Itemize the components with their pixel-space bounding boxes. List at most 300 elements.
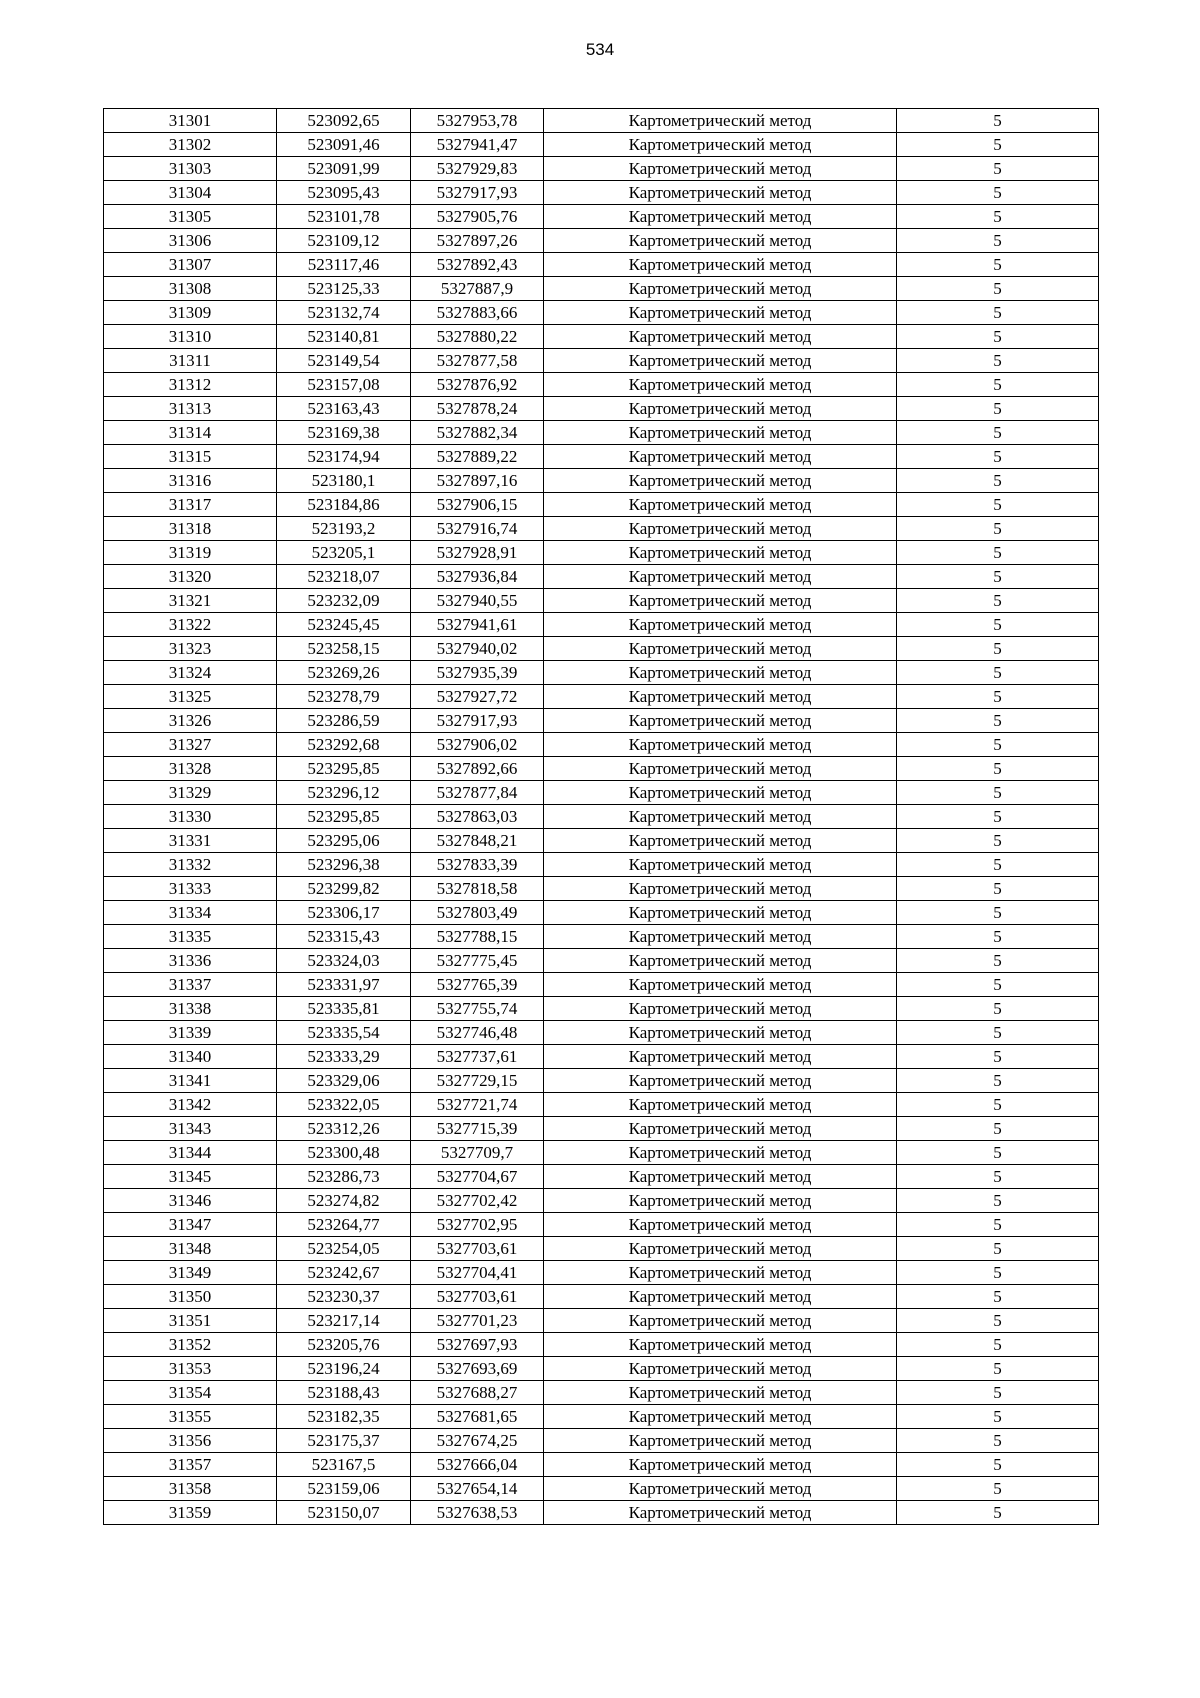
point-number-cell: 31324 [104,661,277,685]
y-coordinate-cell: 5327897,26 [411,229,544,253]
method-cell: Картометрический метод [544,517,897,541]
table-row [104,277,1099,301]
table-row [104,997,1099,1021]
point-number-cell: 31355 [104,1405,277,1429]
accuracy-cell: 5 [897,997,1099,1021]
x-coordinate-cell: 523159,06 [277,1477,411,1501]
table-row [104,253,1099,277]
point-number-cell: 31301 [104,109,277,133]
point-number-cell: 31350 [104,1285,277,1309]
point-number-cell: 31334 [104,901,277,925]
accuracy-cell: 5 [897,973,1099,997]
accuracy-cell: 5 [897,1213,1099,1237]
point-number-cell: 31357 [104,1453,277,1477]
method-cell: Картометрический метод [544,1117,897,1141]
x-coordinate-cell: 523167,5 [277,1453,411,1477]
y-coordinate-cell: 5327940,02 [411,637,544,661]
method-cell: Картометрический метод [544,325,897,349]
method-cell: Картометрический метод [544,181,897,205]
method-cell: Картометрический метод [544,1021,897,1045]
x-coordinate-cell: 523331,97 [277,973,411,997]
accuracy-cell: 5 [897,277,1099,301]
x-coordinate-cell: 523184,86 [277,493,411,517]
method-cell: Картометрический метод [544,421,897,445]
method-cell: Картометрический метод [544,205,897,229]
accuracy-cell: 5 [897,1069,1099,1093]
accuracy-cell: 5 [897,949,1099,973]
table-row [104,1261,1099,1285]
table-row [104,829,1099,853]
accuracy-cell: 5 [897,589,1099,613]
accuracy-cell: 5 [897,1405,1099,1429]
point-number-cell: 31310 [104,325,277,349]
point-number-cell: 31338 [104,997,277,1021]
accuracy-cell: 5 [897,925,1099,949]
y-coordinate-cell: 5327681,65 [411,1405,544,1429]
method-cell: Картометрический метод [544,1045,897,1069]
y-coordinate-cell: 5327905,76 [411,205,544,229]
accuracy-cell: 5 [897,661,1099,685]
table-row [104,805,1099,829]
x-coordinate-cell: 523258,15 [277,637,411,661]
point-number-cell: 31317 [104,493,277,517]
method-cell: Картометрический метод [544,1285,897,1309]
point-number-cell: 31340 [104,1045,277,1069]
y-coordinate-cell: 5327917,93 [411,181,544,205]
x-coordinate-cell: 523217,14 [277,1309,411,1333]
x-coordinate-cell: 523205,76 [277,1333,411,1357]
x-coordinate-cell: 523312,26 [277,1117,411,1141]
accuracy-cell: 5 [897,1117,1099,1141]
y-coordinate-cell: 5327876,92 [411,373,544,397]
point-number-cell: 31352 [104,1333,277,1357]
accuracy-cell: 5 [897,1045,1099,1069]
y-coordinate-cell: 5327927,72 [411,685,544,709]
y-coordinate-cell: 5327666,04 [411,1453,544,1477]
x-coordinate-cell: 523296,12 [277,781,411,805]
x-coordinate-cell: 523117,46 [277,253,411,277]
accuracy-cell: 5 [897,109,1099,133]
y-coordinate-cell: 5327788,15 [411,925,544,949]
method-cell: Картометрический метод [544,301,897,325]
table-row [104,1045,1099,1069]
accuracy-cell: 5 [897,541,1099,565]
y-coordinate-cell: 5327715,39 [411,1117,544,1141]
table-row [104,1069,1099,1093]
method-cell: Картометрический метод [544,277,897,301]
x-coordinate-cell: 523182,35 [277,1405,411,1429]
x-coordinate-cell: 523245,45 [277,613,411,637]
x-coordinate-cell: 523324,03 [277,949,411,973]
method-cell: Картометрический метод [544,1357,897,1381]
point-number-cell: 31327 [104,733,277,757]
method-cell: Картометрический метод [544,925,897,949]
x-coordinate-cell: 523335,54 [277,1021,411,1045]
table-row [104,1333,1099,1357]
table-row [104,973,1099,997]
method-cell: Картометрический метод [544,373,897,397]
table-row [104,541,1099,565]
x-coordinate-cell: 523180,1 [277,469,411,493]
x-coordinate-cell: 523286,59 [277,709,411,733]
x-coordinate-cell: 523300,48 [277,1141,411,1165]
table-row [104,853,1099,877]
y-coordinate-cell: 5327701,23 [411,1309,544,1333]
y-coordinate-cell: 5327897,16 [411,469,544,493]
accuracy-cell: 5 [897,637,1099,661]
point-number-cell: 31337 [104,973,277,997]
coordinates-table-body [104,109,1099,1525]
method-cell: Картометрический метод [544,1453,897,1477]
method-cell: Картометрический метод [544,661,897,685]
accuracy-cell: 5 [897,229,1099,253]
point-number-cell: 31333 [104,877,277,901]
table-row [104,1381,1099,1405]
x-coordinate-cell: 523230,37 [277,1285,411,1309]
x-coordinate-cell: 523149,54 [277,349,411,373]
x-coordinate-cell: 523157,08 [277,373,411,397]
y-coordinate-cell: 5327906,02 [411,733,544,757]
table-row [104,685,1099,709]
x-coordinate-cell: 523188,43 [277,1381,411,1405]
table-row [104,637,1099,661]
y-coordinate-cell: 5327936,84 [411,565,544,589]
table-row [104,1309,1099,1333]
point-number-cell: 31303 [104,157,277,181]
y-coordinate-cell: 5327729,15 [411,1069,544,1093]
table-row [104,349,1099,373]
y-coordinate-cell: 5327882,34 [411,421,544,445]
accuracy-cell: 5 [897,349,1099,373]
accuracy-cell: 5 [897,1285,1099,1309]
table-row [104,517,1099,541]
accuracy-cell: 5 [897,325,1099,349]
point-number-cell: 31332 [104,853,277,877]
accuracy-cell: 5 [897,1141,1099,1165]
x-coordinate-cell: 523125,33 [277,277,411,301]
x-coordinate-cell: 523295,06 [277,829,411,853]
accuracy-cell: 5 [897,1237,1099,1261]
x-coordinate-cell: 523150,07 [277,1501,411,1525]
x-coordinate-cell: 523274,82 [277,1189,411,1213]
table-row [104,133,1099,157]
method-cell: Картометрический метод [544,157,897,181]
table-row [104,733,1099,757]
x-coordinate-cell: 523295,85 [277,757,411,781]
table-row [104,373,1099,397]
accuracy-cell: 5 [897,829,1099,853]
y-coordinate-cell: 5327737,61 [411,1045,544,1069]
x-coordinate-cell: 523095,43 [277,181,411,205]
point-number-cell: 31313 [104,397,277,421]
method-cell: Картометрический метод [544,589,897,613]
x-coordinate-cell: 523322,05 [277,1093,411,1117]
accuracy-cell: 5 [897,781,1099,805]
point-number-cell: 31345 [104,1165,277,1189]
point-number-cell: 31342 [104,1093,277,1117]
y-coordinate-cell: 5327917,93 [411,709,544,733]
accuracy-cell: 5 [897,1333,1099,1357]
method-cell: Картометрический метод [544,805,897,829]
method-cell: Картометрический метод [544,1237,897,1261]
x-coordinate-cell: 523101,78 [277,205,411,229]
x-coordinate-cell: 523306,17 [277,901,411,925]
table-row [104,493,1099,517]
point-number-cell: 31354 [104,1381,277,1405]
method-cell: Картометрический метод [544,469,897,493]
y-coordinate-cell: 5327818,58 [411,877,544,901]
accuracy-cell: 5 [897,469,1099,493]
table-row [104,757,1099,781]
y-coordinate-cell: 5327833,39 [411,853,544,877]
x-coordinate-cell: 523292,68 [277,733,411,757]
point-number-cell: 31302 [104,133,277,157]
table-row [104,1165,1099,1189]
x-coordinate-cell: 523278,79 [277,685,411,709]
table-row [104,229,1099,253]
x-coordinate-cell: 523295,85 [277,805,411,829]
point-number-cell: 31336 [104,949,277,973]
accuracy-cell: 5 [897,805,1099,829]
point-number-cell: 31307 [104,253,277,277]
table-row [104,1093,1099,1117]
method-cell: Картометрический метод [544,1429,897,1453]
x-coordinate-cell: 523296,38 [277,853,411,877]
table-row [104,1141,1099,1165]
accuracy-cell: 5 [897,1477,1099,1501]
method-cell: Картометрический метод [544,1405,897,1429]
accuracy-cell: 5 [897,901,1099,925]
x-coordinate-cell: 523132,74 [277,301,411,325]
accuracy-cell: 5 [897,373,1099,397]
point-number-cell: 31318 [104,517,277,541]
table-row [104,301,1099,325]
y-coordinate-cell: 5327887,9 [411,277,544,301]
y-coordinate-cell: 5327941,47 [411,133,544,157]
point-number-cell: 31330 [104,805,277,829]
y-coordinate-cell: 5327755,74 [411,997,544,1021]
method-cell: Картометрический метод [544,1093,897,1117]
method-cell: Картометрический метод [544,709,897,733]
accuracy-cell: 5 [897,757,1099,781]
x-coordinate-cell: 523269,26 [277,661,411,685]
table-row [104,397,1099,421]
y-coordinate-cell: 5327848,21 [411,829,544,853]
accuracy-cell: 5 [897,1189,1099,1213]
y-coordinate-cell: 5327906,15 [411,493,544,517]
point-number-cell: 31304 [104,181,277,205]
method-cell: Картометрический метод [544,253,897,277]
x-coordinate-cell: 523163,43 [277,397,411,421]
x-coordinate-cell: 523335,81 [277,997,411,1021]
method-cell: Картометрический метод [544,877,897,901]
table-row [104,421,1099,445]
method-cell: Картометрический метод [544,1165,897,1189]
point-number-cell: 31329 [104,781,277,805]
y-coordinate-cell: 5327693,69 [411,1357,544,1381]
method-cell: Картометрический метод [544,1141,897,1165]
y-coordinate-cell: 5327892,43 [411,253,544,277]
point-number-cell: 31331 [104,829,277,853]
accuracy-cell: 5 [897,253,1099,277]
method-cell: Картометрический метод [544,901,897,925]
accuracy-cell: 5 [897,301,1099,325]
y-coordinate-cell: 5327880,22 [411,325,544,349]
y-coordinate-cell: 5327953,78 [411,109,544,133]
accuracy-cell: 5 [897,853,1099,877]
y-coordinate-cell: 5327674,25 [411,1429,544,1453]
point-number-cell: 31347 [104,1213,277,1237]
x-coordinate-cell: 523193,2 [277,517,411,541]
y-coordinate-cell: 5327889,22 [411,445,544,469]
table-row [104,1021,1099,1045]
table-row [104,445,1099,469]
accuracy-cell: 5 [897,1429,1099,1453]
accuracy-cell: 5 [897,181,1099,205]
point-number-cell: 31323 [104,637,277,661]
y-coordinate-cell: 5327721,74 [411,1093,544,1117]
point-number-cell: 31341 [104,1069,277,1093]
method-cell: Картометрический метод [544,853,897,877]
accuracy-cell: 5 [897,421,1099,445]
method-cell: Картометрический метод [544,1309,897,1333]
table-row [104,1429,1099,1453]
y-coordinate-cell: 5327703,61 [411,1237,544,1261]
point-number-cell: 31344 [104,1141,277,1165]
x-coordinate-cell: 523333,29 [277,1045,411,1069]
point-number-cell: 31356 [104,1429,277,1453]
table-row [104,901,1099,925]
y-coordinate-cell: 5327654,14 [411,1477,544,1501]
table-row [104,781,1099,805]
accuracy-cell: 5 [897,733,1099,757]
point-number-cell: 31359 [104,1501,277,1525]
x-coordinate-cell: 523299,82 [277,877,411,901]
y-coordinate-cell: 5327703,61 [411,1285,544,1309]
point-number-cell: 31349 [104,1261,277,1285]
x-coordinate-cell: 523254,05 [277,1237,411,1261]
y-coordinate-cell: 5327697,93 [411,1333,544,1357]
accuracy-cell: 5 [897,565,1099,589]
accuracy-cell: 5 [897,1165,1099,1189]
method-cell: Картометрический метод [544,613,897,637]
point-number-cell: 31325 [104,685,277,709]
method-cell: Картометрический метод [544,949,897,973]
method-cell: Картометрический метод [544,565,897,589]
x-coordinate-cell: 523196,24 [277,1357,411,1381]
table-row [104,1405,1099,1429]
y-coordinate-cell: 5327704,67 [411,1165,544,1189]
x-coordinate-cell: 523315,43 [277,925,411,949]
x-coordinate-cell: 523091,99 [277,157,411,181]
y-coordinate-cell: 5327929,83 [411,157,544,181]
y-coordinate-cell: 5327892,66 [411,757,544,781]
table-row [104,469,1099,493]
accuracy-cell: 5 [897,1261,1099,1285]
accuracy-cell: 5 [897,1093,1099,1117]
table-row [104,589,1099,613]
method-cell: Картометрический метод [544,781,897,805]
table-row [104,1213,1099,1237]
table-row [104,565,1099,589]
table-row [104,613,1099,637]
table-row [104,877,1099,901]
x-coordinate-cell: 523329,06 [277,1069,411,1093]
point-number-cell: 31322 [104,613,277,637]
method-cell: Картометрический метод [544,349,897,373]
table-row [104,949,1099,973]
y-coordinate-cell: 5327709,7 [411,1141,544,1165]
point-number-cell: 31312 [104,373,277,397]
point-number-cell: 31316 [104,469,277,493]
point-number-cell: 31320 [104,565,277,589]
point-number-cell: 31358 [104,1477,277,1501]
table-row [104,1357,1099,1381]
method-cell: Картометрический метод [544,541,897,565]
x-coordinate-cell: 523242,67 [277,1261,411,1285]
table-row [104,1237,1099,1261]
x-coordinate-cell: 523264,77 [277,1213,411,1237]
point-number-cell: 31335 [104,925,277,949]
point-number-cell: 31321 [104,589,277,613]
y-coordinate-cell: 5327941,61 [411,613,544,637]
table-row [104,1285,1099,1309]
accuracy-cell: 5 [897,517,1099,541]
method-cell: Картометрический метод [544,637,897,661]
point-number-cell: 31314 [104,421,277,445]
method-cell: Картометрический метод [544,973,897,997]
coordinates-table [103,108,1099,1525]
y-coordinate-cell: 5327704,41 [411,1261,544,1285]
accuracy-cell: 5 [897,445,1099,469]
accuracy-cell: 5 [897,1309,1099,1333]
y-coordinate-cell: 5327702,42 [411,1189,544,1213]
method-cell: Картометрический метод [544,109,897,133]
method-cell: Картометрический метод [544,1501,897,1525]
y-coordinate-cell: 5327688,27 [411,1381,544,1405]
accuracy-cell: 5 [897,493,1099,517]
y-coordinate-cell: 5327803,49 [411,901,544,925]
point-number-cell: 31315 [104,445,277,469]
y-coordinate-cell: 5327702,95 [411,1213,544,1237]
accuracy-cell: 5 [897,205,1099,229]
accuracy-cell: 5 [897,157,1099,181]
x-coordinate-cell: 523205,1 [277,541,411,565]
accuracy-cell: 5 [897,397,1099,421]
table-row [104,205,1099,229]
x-coordinate-cell: 523174,94 [277,445,411,469]
method-cell: Картометрический метод [544,229,897,253]
x-coordinate-cell: 523140,81 [277,325,411,349]
point-number-cell: 31305 [104,205,277,229]
y-coordinate-cell: 5327940,55 [411,589,544,613]
accuracy-cell: 5 [897,613,1099,637]
method-cell: Картометрический метод [544,997,897,1021]
y-coordinate-cell: 5327883,66 [411,301,544,325]
accuracy-cell: 5 [897,685,1099,709]
table-row [104,157,1099,181]
point-number-cell: 31339 [104,1021,277,1045]
x-coordinate-cell: 523286,73 [277,1165,411,1189]
x-coordinate-cell: 523175,37 [277,1429,411,1453]
point-number-cell: 31308 [104,277,277,301]
x-coordinate-cell: 523218,07 [277,565,411,589]
point-number-cell: 31346 [104,1189,277,1213]
point-number-cell: 31328 [104,757,277,781]
table-row [104,1453,1099,1477]
method-cell: Картометрический метод [544,685,897,709]
accuracy-cell: 5 [897,1453,1099,1477]
